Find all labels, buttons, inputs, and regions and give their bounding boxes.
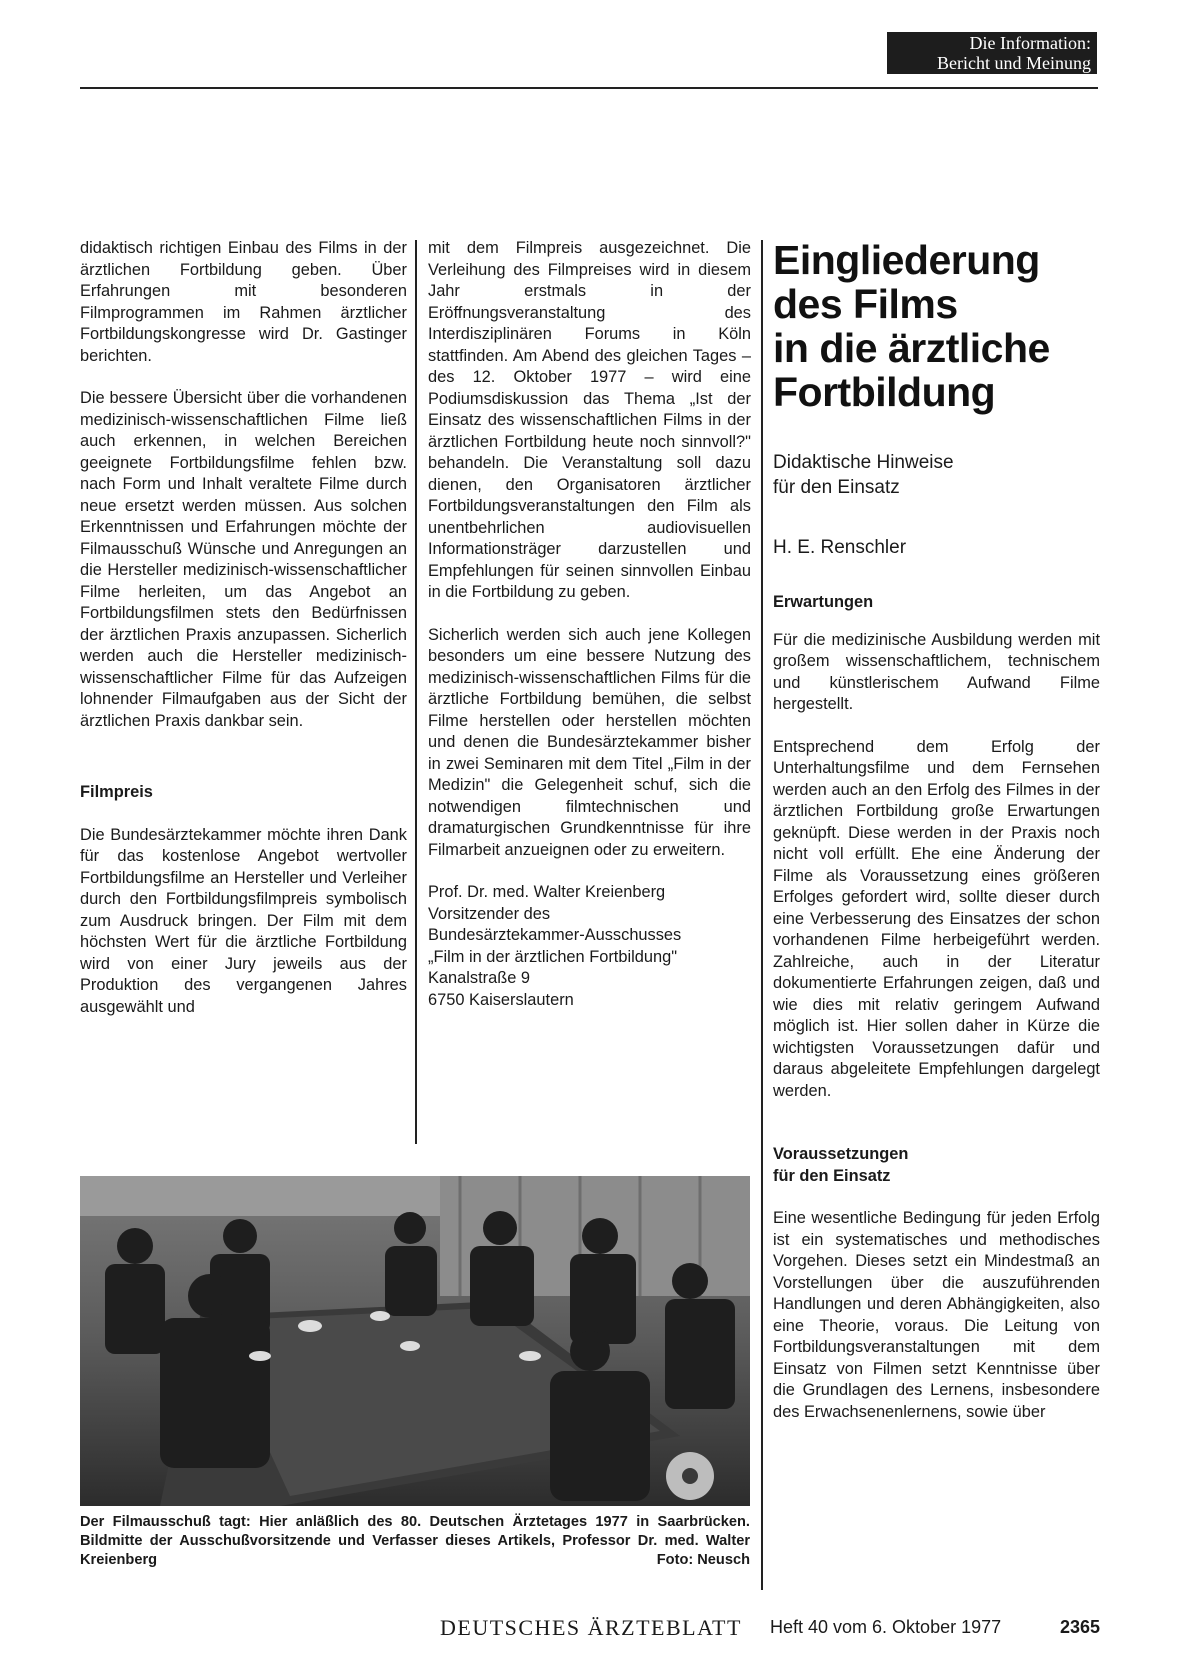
address-line: Vorsitzender des bbox=[428, 904, 551, 923]
journal-name: DEUTSCHES ÄRZTEBLATT bbox=[440, 1615, 742, 1640]
address-line: Prof. Dr. med. Walter Kreienberg bbox=[428, 883, 666, 901]
subtitle-line: Didaktische Hinweise bbox=[773, 452, 954, 473]
section-heading-line: für den Einsatz bbox=[773, 1166, 891, 1185]
section-label-line2: Bericht und Meinung bbox=[937, 53, 1091, 73]
subtitle-line: für den Einsatz bbox=[773, 477, 900, 498]
caption-text: Der Filmausschuß tagt: Hier anläßlich des 80. Deutschen Ärztetages 1977 in Saarbrücken. Bildmitte der Ausschußvorsitzende und Verfasser dieses Artikels, Professor Dr. med. Walter Kreienberg bbox=[80, 1514, 750, 1568]
article-title bbox=[773, 238, 1100, 414]
paragraph: mit dem Filmpreis ausgezeichnet. Die Verleihung des Filmpreises wird in diesem Jahr erstmals in der Eröffnungsveranstaltung des Interdisziplinären Forums in Köln stattfinden. Am Abend des gleichen Tages – des 12. Oktober 1977 – wird eine Podiumsdiskussion das Thema „Ist der Einsatz des wissenschaftlichen Films in der ärztlichen Fortbildung heute noch sinnvoll?" behandeln. Die Veranstaltung soll dazu dienen, den Organisatoren ärztlicher Fortbildungsveranstaltungen den Film als unentbehrlichen audiovisuellen Informationsträger darzustellen und Empfehlungen für seinen sinnvollen Einbau in die Fortbildung zu geben. bbox=[428, 239, 751, 601]
article-title-line: Fortbildung bbox=[773, 369, 996, 415]
page-footer bbox=[440, 1615, 1100, 1641]
paragraph: Sicherlich werden sich auch jene Kollegen besonders um eine bessere Nutzung des medizinisch-wissenschaftlichen Films für die ärztliche Fortbildung bemühen, die selbst Filme herstellen oder herstellen möchten und denen die Bundesärztekammer bisher in zwei Seminaren mit dem Titel „Film in der Medizin" die Gelegenheit schuf, sich die notwendigen filmtechnischen und dramaturgischen Grundkenntnisse für ihre Filmarbeit anzueignen oder zu erweitern. bbox=[428, 625, 751, 859]
address-line: 6750 Kaiserslautern bbox=[428, 990, 574, 1009]
article-subtitle bbox=[773, 450, 1100, 500]
address-line: Bundesärztekammer-Ausschusses bbox=[428, 926, 682, 944]
paragraph: Die Bundesärztekammer möchte ihren Dank für das kostenlose Angebot wertvoller Fortbildungsfilme an Hersteller und Verleiher durch den Fortbildungsfilmpreis symbolisch zum Ausdruck bringen. Der Film mit dem höchsten Wert für die ärztliche Fortbildung wird von einer Jury jeweils aus der Produktion des vergangenen Jahres ausgewählt und bbox=[80, 825, 407, 1016]
column-1 bbox=[80, 238, 407, 1018]
column-3 bbox=[773, 238, 1100, 1423]
section-heading-erwartungen: Erwartungen bbox=[773, 593, 874, 611]
author-address bbox=[428, 882, 751, 1011]
column-2 bbox=[428, 238, 751, 1011]
section-heading-voraussetzungen bbox=[773, 1144, 1100, 1187]
article-title-line: Eingliederung bbox=[773, 237, 1040, 283]
article-title-line: in die ärztliche bbox=[773, 325, 1050, 371]
paragraph: Für die medizinische Ausbildung werden mit großem wissenschaftlichem, technischem und künstlerischem Aufwand Filme hergestellt. bbox=[773, 630, 1100, 713]
paragraph: Die bessere Übersicht über die vorhandenen medizinisch-wissenschaftlichen Filme ließ auch erkennen, in welchen Bereichen geeignete Fortbildungsfilme fehlen bzw. nach Form und Inhalt veraltete Filme durch neue ersetzt werden müssen. Aus solchen Erkenntnissen und Erfahrungen möchte der Filmausschuß Wünsche und Anregungen an die Hersteller medizinisch-wissenschaftlicher Filme herleiten, um das Angebot an Fortbildungsfilmen stets den Bedürfnissen der ärztlichen Praxis anzupassen. Sicherlich werden auch die Hersteller medizinisch-wissenschaftlicher Filme für das Aufzeigen lohnender Filmaufgaben aus der Sicht der ärztlichen Praxis dankbar sein. bbox=[80, 389, 407, 730]
photo-caption bbox=[80, 1513, 750, 1570]
section-label-line1: Die Information: bbox=[969, 33, 1091, 53]
article-title-line: des Films bbox=[773, 281, 958, 327]
issue-info: Heft 40 vom 6. Oktober 1977 bbox=[770, 1617, 1002, 1637]
section-heading-filmpreis: Filmpreis bbox=[80, 783, 153, 801]
paragraph: Entsprechend dem Erfolg der Unterhaltungsfilme und dem Fernsehen werden auch an den Erfolg des Filmes in der ärztlichen Fortbildung große Erwartungen geknüpft. Diese werden in der Praxis noch nicht voll erfüllt. Ehe eine Änderung der Filme als Voraussetzung eines größeren Erfolges gefordert wird, sollte dieser durch eine Verbesserung des Einsatzes der schon vorhandenen Filme herbeigeführt werden. Zahlreiche, auch in der Literatur dokumentierte Erfahrungen zeigen, daß und wie dies mit relativ geringem Aufwand möglich ist. Hier sollen daher in Kürze die wichtigsten Voraussetzungen dafür und daraus abgeleitete Empfehlungen dargelegt werden. bbox=[773, 737, 1100, 1100]
address-line: Kanalstraße 9 bbox=[428, 969, 531, 987]
paragraph: Eine wesentliche Bedingung für jeden Erfolg ist ein systematisches und methodisches Vorgehen. Dieses setzt ein Mindestmaß an Vorstellungen über die auszuführenden Handlungen und deren Abhängigkeiten, also eine Theorie, voraus. Die Leitung von Fortbildungsveranstaltungen mit dem Einsatz von Filmen setzt Kenntnisse über die Grundlagen des Lernens, insbesondere des Erwachsenenlernens, sowie über bbox=[773, 1209, 1100, 1421]
column-divider bbox=[761, 240, 763, 1590]
section-heading-line: Voraussetzungen bbox=[773, 1145, 909, 1163]
page-number: 2365 bbox=[1059, 1617, 1100, 1637]
photo-credit: Foto: Neusch bbox=[656, 1552, 750, 1568]
meeting-photo bbox=[80, 1176, 750, 1506]
column-divider bbox=[415, 240, 417, 1144]
section-label bbox=[887, 32, 1097, 74]
header-rule bbox=[80, 87, 1098, 89]
address-line: „Film in der ärztlichen Fortbildung" bbox=[428, 947, 678, 966]
paragraph: didaktisch richtigen Einbau des Films in der ärztlichen Fortbildung geben. Über Erfahrungen mit besonderen Filmprogrammen im Rahmen ärztlicher Fortbildungskongresse wird Dr. Gastinger berichten. bbox=[80, 239, 407, 365]
article-author: H. E. Renschler bbox=[773, 537, 907, 558]
